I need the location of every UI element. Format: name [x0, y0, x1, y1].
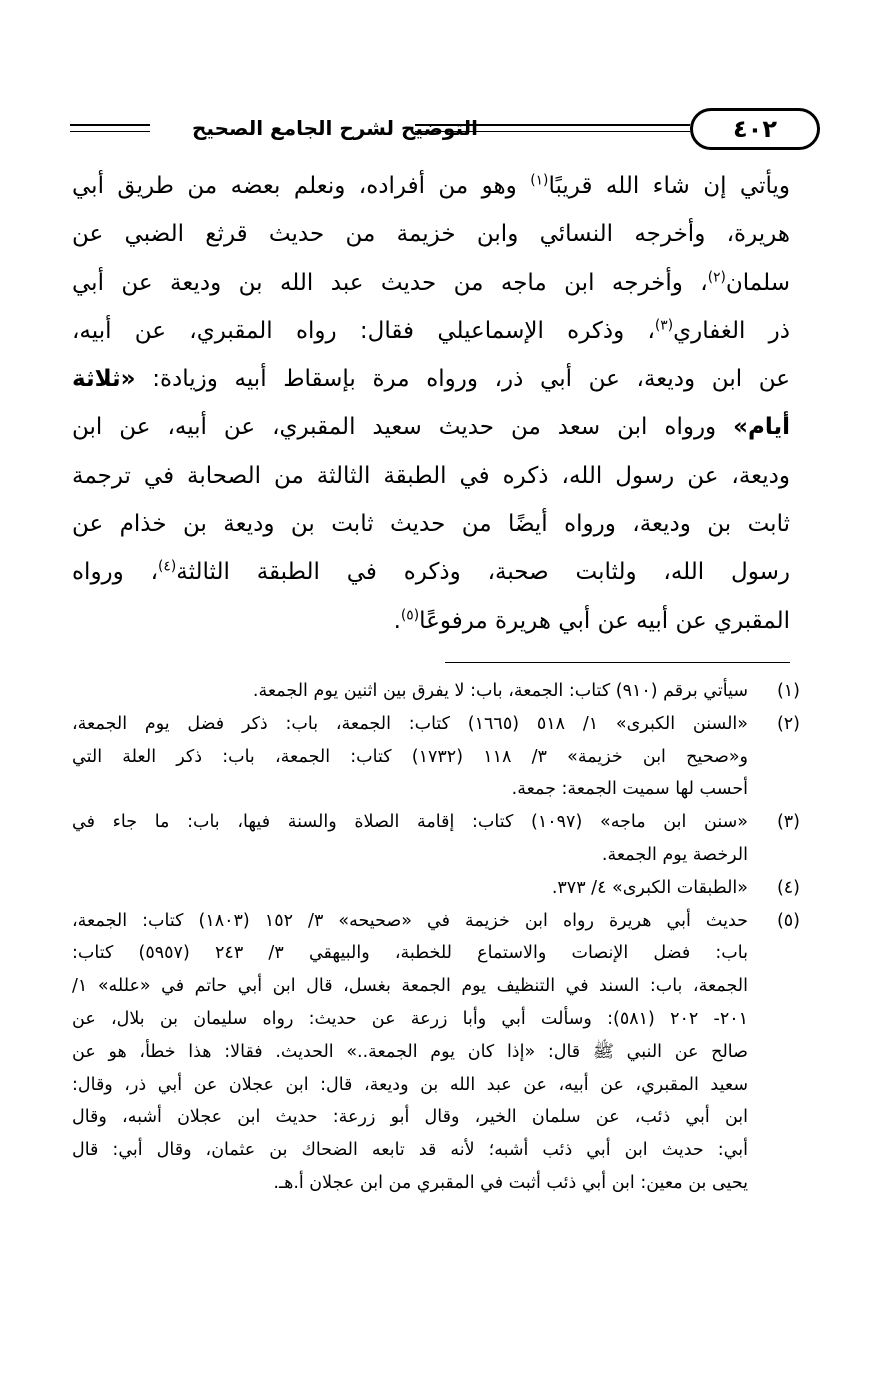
text-run: وهو من أفراده، ونعلم بعضه من طريق أبي	[72, 173, 531, 199]
text-run: سلمان	[725, 269, 790, 296]
text-run: رسول الله، ولثابت صحبة، وذكره في الطبقة الثالثة	[176, 559, 790, 586]
footnote-marker: (١)	[530, 172, 549, 189]
footnote-line: ٢٠١- ٢٠٢ (٥٨١): وسألت أبي وأبا زرعة عن حديث: رواه سليمان بن بلال، عن	[72, 1008, 749, 1029]
text-run: ويأتي إن شاء الله قريبًا	[548, 173, 790, 199]
page-number: ٤٠٢	[690, 108, 820, 150]
text-run: ثابت بن وديعة، ورواه أيضًا من حديث ثابت بن وديعة بن خذام عن	[72, 511, 790, 538]
text-line	[72, 597, 790, 645]
footnote-marker: (٤)	[158, 558, 177, 575]
footnote-line: «سنن ابن ماجه» (١٠٩٧) كتاب: إقامة الصلاة والسنة فيها، باب: ما جاء في	[72, 812, 748, 833]
text-line	[72, 548, 790, 596]
footnote-line: سعيد المقبري، عن أبيه، عن عبد الله بن وديعة، قال: ابن عجلان عن أبي ذر، وقال:	[72, 1074, 748, 1095]
footnote-line: حديث أبي هريرة رواه ابن خزيمة في «صحيحه» ٣/ ١٥٢ (١٨٠٣) كتاب: الجمعة،	[72, 910, 748, 931]
footnote	[72, 872, 800, 905]
footnote-line: سيأتي برقم (٩١٠) كتاب: الجمعة، باب: لا يفرق بين اثنين يوم الجمعة.	[252, 681, 748, 701]
text-line	[72, 210, 790, 258]
footnote-line: و«صحيح ابن خزيمة» ٣/ ١١٨ (١٧٣٢) كتاب: الجمعة، باب: ذكر العلة التي	[72, 746, 749, 767]
text-run: هريرة، وأخرجه النسائي وابن خزيمة من حديث قرثع الضبي عن	[72, 221, 790, 248]
footnote-line: الجمعة، باب: السند في التنظيف يوم الجمعة بغسل، قال ابن أبي حاتم في «علله» ١/	[72, 976, 748, 997]
footnote-line: صالح عن النبي ﷺ قال: «إذا كان يوم الجمعة..» الحديث. فقالا: هذا خطأ، هو عن	[72, 1041, 748, 1062]
footnote-marker: (٥)	[400, 607, 420, 624]
text-line	[72, 307, 790, 355]
footnote-line: الرخصة يوم الجمعة.	[601, 844, 748, 865]
footnote-line: أبي: حديث ابن أبي ذئب أشبه؛ لأنه قد تابعه الضحاك بن عثمان، وقال أبي: قال	[72, 1140, 748, 1161]
footnote-line: «الطبقات الكبرى» ٤/ ٣٧٣.	[551, 877, 748, 898]
main-text	[72, 162, 790, 645]
text-run: .	[393, 607, 401, 634]
text-line	[72, 452, 790, 500]
footnote-number: (٤)	[776, 877, 800, 898]
footnote-line: «السنن الكبرى» ١/ ٥١٨ (١٦٦٥) كتاب: الجمعة، باب: ذكر فضل يوم الجمعة،	[72, 713, 748, 734]
text-run: المقبري عن أبيه عن أبي هريرة مرفوعًا	[419, 607, 790, 634]
bold-text: «ثلاثة	[72, 366, 136, 393]
footnote	[72, 905, 800, 1200]
footnote-number: (٣)	[776, 812, 800, 833]
footnote	[72, 675, 800, 708]
text-run: ، ورواه	[72, 559, 159, 586]
footnote	[72, 708, 800, 806]
footnote	[72, 806, 800, 872]
footnote-marker: (٣)	[654, 317, 674, 334]
text-run: عن ابن وديعة، عن أبي ذر، ورواه مرة بإسقاط أبيه وزيادة:	[135, 366, 790, 393]
running-title: التوضيح لشرح الجامع الصحيح	[192, 116, 478, 140]
page-header	[70, 100, 815, 160]
footnote-line: باب: فضل الإنصات والاستماع للخطبة، والبيهقي ٣/ ٢٤٣ (٥٩٥٧) كتاب:	[72, 943, 748, 964]
footnote-number: (٥)	[776, 910, 800, 931]
text-run: ، وأخرجه ابن ماجه من حديث عبد الله بن وديعة عن أبي	[72, 269, 708, 296]
footnote-line: ابن أبي ذئب، عن سلمان الخير، وقال أبو زرعة: حديث ابن عجلان أشبه، وقال	[72, 1107, 748, 1128]
footnote-number: (٢)	[776, 713, 800, 734]
footnotes	[72, 675, 800, 1200]
text-line	[72, 355, 790, 403]
text-line	[72, 500, 790, 548]
footnote-line: أحسب لها سميت الجمعة: جمعة.	[511, 779, 748, 800]
header-rule-left	[70, 124, 150, 126]
footnote-separator	[445, 662, 790, 663]
footnote-number: (١)	[776, 681, 800, 701]
bold-text: أيام»	[733, 414, 790, 441]
text-run: ذر الغفاري	[673, 317, 790, 344]
text-run: ورواه ابن سعد من حديث سعيد المقبري، عن أبيه، عن ابن	[72, 414, 734, 441]
text-run: ، وذكره الإسماعيلي فقال: رواه المقبري، عن أبيه،	[72, 317, 655, 344]
footnote-line: يحيى بن معين: ابن أبي ذئب أثبت في المقبري من ابن عجلان أ.هـ.	[273, 1172, 748, 1193]
header-rule-left-thin	[70, 131, 150, 132]
text-line	[72, 259, 790, 307]
text-line	[72, 162, 790, 210]
text-line	[72, 403, 790, 451]
footnote-marker: (٢)	[707, 268, 726, 285]
text-run: وديعة، عن رسول الله، ذكره في الطبقة الثالثة من الصحابة في ترجمة	[72, 462, 790, 489]
